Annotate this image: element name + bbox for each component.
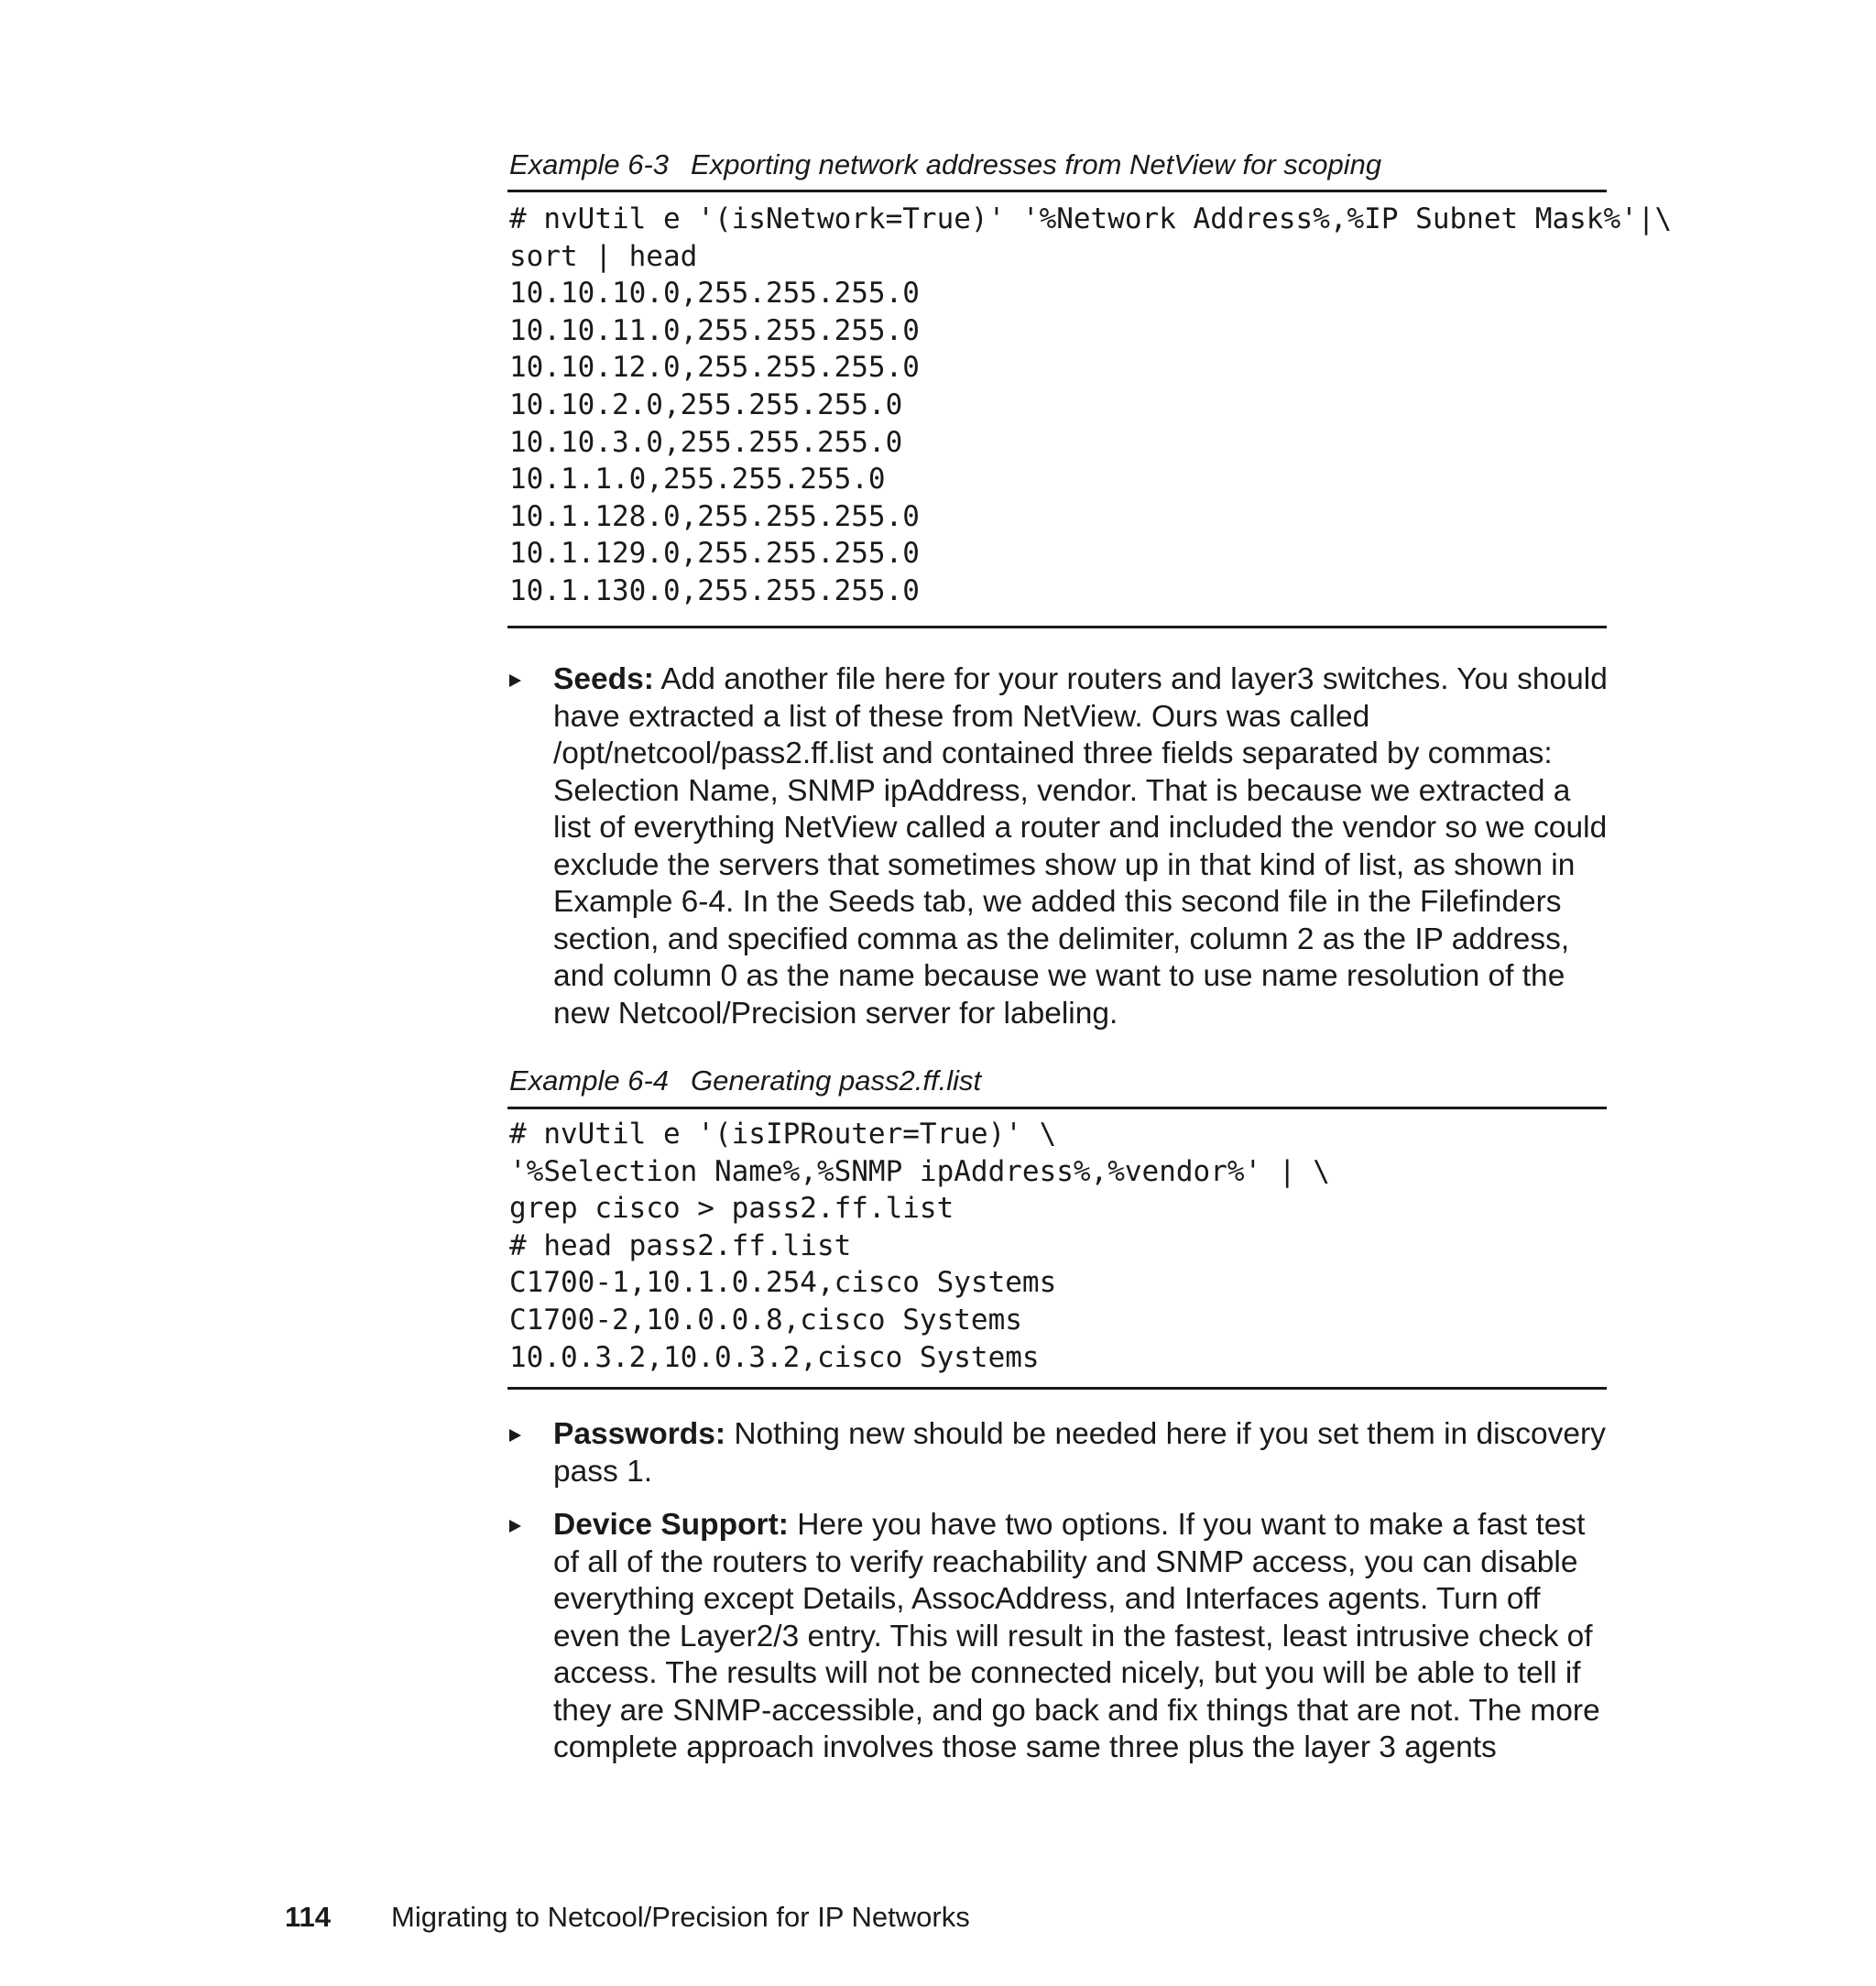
bullet-passwords-text — [553, 1416, 1609, 1490]
code-line: sort | head — [509, 239, 698, 273]
code-line: 10.0.3.2,10.0.3.2,cisco Systems — [509, 1340, 1040, 1374]
page-number: 114 — [285, 1901, 332, 1933]
example-6-3-number: Example 6-3 — [509, 148, 670, 180]
example-6-4-bottom-rule — [507, 1387, 1607, 1390]
code-line: grep cisco > pass2.ff.list — [509, 1192, 954, 1226]
code-line: 10.1.129.0,255.255.255.0 — [509, 537, 920, 571]
bullet-seeds-body: Add another file here for your routers and layer3 switches. You should have extracted a list of these from NetView. Ours was called /opt/netcool/pass2.ff.list and contained three fields separated by commas: Selection Name, SNMP ipAddress, vendor. That is because we extracted a list of everything NetView called a router and included the vendor so we could exclude the servers that sometimes show up in that kind of list, as shown in Example 6-4. In the Seeds tab, we added this second file in the Filefinders section, and specified comma as the delimiter, column 2 as the IP address, and column 0 as the name because we want to use name resolution of the new Netcool/Precision server for labeling. — [553, 662, 1608, 1031]
bullet-arrow-icon — [509, 674, 521, 687]
example-6-3-caption — [509, 147, 1609, 183]
code-line: 10.10.12.0,255.255.255.0 — [509, 351, 920, 385]
bullet-device-support — [509, 1507, 1609, 1767]
code-line: 10.10.10.0,255.255.255.0 — [509, 277, 920, 311]
bullet-passwords — [509, 1416, 1609, 1490]
code-line: C1700-1,10.1.0.254,cisco Systems — [509, 1266, 1057, 1300]
bullet-device-support-term: Device Support: — [553, 1508, 789, 1542]
code-line: # head pass2.ff.list — [509, 1228, 852, 1262]
example-6-4-title: Generating pass2.ff.list — [691, 1064, 982, 1097]
code-line: 10.1.130.0,255.255.255.0 — [509, 573, 920, 607]
bullet-device-support-body: Here you have two options. If you want to make a fast test of all of the routers to verify reachability and SNMP access, you can disable everything except Details, AssocAddress, and Interfaces agents. Turn off even the Layer2/3 entry. This will result in the fastest, least intrusive check of access. The results will not be connected nicely, but you will be able to tell if they are SNMP-accessible, and go back and fix things that are not. The more complete approach involves those same three plus the layer 3 agents — [553, 1508, 1600, 1764]
bullet-seeds — [509, 661, 1609, 1032]
example-6-4-code-block — [509, 1116, 1609, 1376]
code-line: 10.1.1.0,255.255.255.0 — [509, 463, 886, 496]
example-6-3-title: Exporting network addresses from NetView for scoping — [691, 148, 1382, 180]
code-line: # nvUtil e '(isNetwork=True)' '%Network Address%,%IP Subnet Mask%'|\ — [509, 202, 1673, 235]
bullet-device-support-text — [553, 1507, 1609, 1767]
bullet-arrow-icon — [509, 1520, 521, 1533]
bullet-seeds-term: Seeds: — [553, 662, 654, 696]
bullet-arrow-icon — [509, 1429, 521, 1442]
code-line: 10.10.11.0,255.255.255.0 — [509, 313, 920, 347]
code-line: 10.10.2.0,255.255.255.0 — [509, 387, 903, 421]
example-6-3-top-rule — [507, 190, 1607, 192]
code-line: 10.10.3.0,255.255.255.0 — [509, 425, 903, 459]
code-line: '%Selection Name%,%SNMP ipAddress%,%vendor%' | \ — [509, 1154, 1330, 1188]
code-line: # nvUtil e '(isIPRouter=True)' \ — [509, 1118, 1057, 1151]
example-6-3-code-block — [509, 201, 1673, 610]
bullet-seeds-text — [553, 661, 1609, 1032]
example-6-4-top-rule — [507, 1107, 1607, 1109]
book-title: Migrating to Netcool/Precision for IP Networks — [391, 1901, 970, 1933]
page-footer — [285, 1899, 970, 1936]
code-line: C1700-2,10.0.0.8,cisco Systems — [509, 1303, 1022, 1337]
example-6-4-caption — [509, 1063, 1609, 1099]
example-6-4-number: Example 6-4 — [509, 1064, 670, 1097]
bullet-passwords-body: Nothing new should be needed here if you set them in discovery pass 1. — [553, 1417, 1606, 1489]
bullet-passwords-term: Passwords: — [553, 1417, 726, 1451]
code-line: 10.1.128.0,255.255.255.0 — [509, 499, 920, 533]
example-6-3-bottom-rule — [507, 626, 1607, 628]
